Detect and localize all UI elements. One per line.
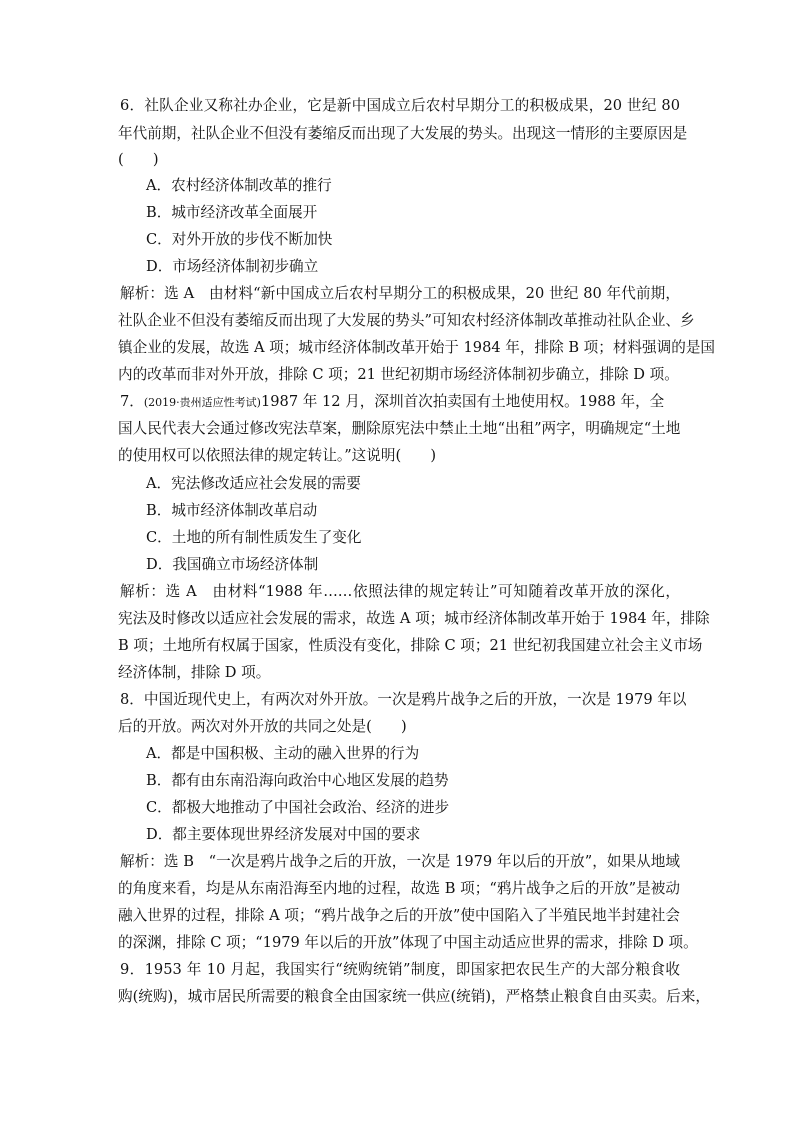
q8-option-b: B．都有由东南沿海向政治中心地区发展的趋势	[146, 772, 449, 789]
q8-option-c: C．都极大地推动了中国社会政治、经济的进步	[146, 799, 450, 816]
q6-stem-line-1: 6．社队企业又称社办企业，它是新中国成立后农村早期分工的积极成果，20 世纪 80	[120, 97, 680, 114]
q8-stem-line-2: 后的开放。两次对外开放的共同之处是( )	[118, 718, 407, 735]
q6-stem-line-2: 年代前期，社队企业不但没有萎缩反而出现了大发展的势头。出现这一情形的主要原因是	[118, 125, 688, 142]
q6-stem-line-3: ( )	[118, 151, 159, 168]
q7-stem-first: 1987 年 12 月，深圳首次拍卖国有土地使用权。1988 年，全	[260, 393, 665, 410]
q7-analysis-line-3: B 项；土地所有权属于国家，性质没有变化，排除 C 项；21 世纪初我国建立社会主义市场	[118, 637, 703, 654]
q8-stem-line-1: 8．中国近现代史上，有两次对外开放。一次是鸦片战争之后的开放，一次是 1979 年以	[120, 691, 687, 708]
q6-option-a: A．农村经济体制改革的推行	[146, 177, 332, 194]
q7-analysis-line-4: 经济体制，排除 D 项。	[118, 664, 271, 681]
q7-option-a: A．宪法修改适应社会发展的需要	[146, 475, 361, 492]
q6-option-c: C．对外开放的步伐不断加快	[146, 231, 333, 248]
q7-number: 7．	[120, 393, 144, 410]
q6-analysis-line-2: 社队企业不但没有萎缩反而出现了大发展的势头”可知农村经济体制改革推动社队企业、乡	[118, 312, 695, 329]
q7-option-c: C．土地的所有制性质发生了变化	[146, 529, 362, 546]
q8-analysis-line-4: 的深渊，排除 C 项；“1979 年以后的开放”体现了中国主动适应世界的需求，排除 D 项。	[118, 934, 698, 951]
q6-analysis-line-3: 镇企业的发展，故选 A 项；城市经济体制改革开始于 1984 年，排除 B 项；材料强调的是国	[118, 339, 716, 356]
q8-option-a: A．都是中国积极、主动的融入世界的行为	[146, 745, 420, 762]
q7-analysis-line-2: 宪法及时修改以适应社会发展的需求，故选 A 项；城市经济体制改革开始于 1984 年，排除	[118, 610, 710, 627]
q8-analysis-line-1: 解析：选 B “一次是鸦片战争之后的开放，一次是 1979 年以后的开放”，如果从地域	[120, 853, 680, 870]
q9-stem-line-1: 9．1953 年 10 月起，我国实行“统购统销”制度，即国家把农民生产的大部分粮食收	[120, 961, 680, 978]
q7-source: (2019·贵州适应性考试)	[143, 396, 261, 409]
q7-analysis-line-1: 解析：选 A 由材料“1988 年……依照法律的规定转让”可知随着改革开放的深化，	[120, 583, 680, 600]
q9-stem-line-2: 购(统购)，城市居民所需要的粮食全由国家统一供应(统销)，严格禁止粮食自由买卖。后来，	[118, 988, 710, 1005]
q6-option-b: B．城市经济改革全面展开	[146, 204, 318, 221]
q7-option-d: D．我国确立市场经济体制	[146, 556, 319, 573]
q8-analysis-line-2: 的角度来看，均是从东南沿海至内地的过程，故选 B 项；“鸦片战争之后的开放”是被动	[118, 880, 680, 897]
q6-analysis-line-1: 解析：选 A 由材料“新中国成立后农村早期分工的积极成果，20 世纪 80 年代前期，	[120, 285, 680, 302]
q7-option-b: B．城市经济体制改革启动	[146, 502, 318, 519]
q6-option-d: D．市场经济体制初步确立	[146, 258, 319, 275]
q8-analysis-line-3: 融入世界的过程，排除 A 项；“鸦片战争之后的开放”使中国陷入了半殖民地半封建社会	[118, 907, 680, 924]
q6-analysis-line-4: 内的改革而非对外开放，排除 C 项；21 世纪初期市场经济体制初步确立，排除 D 项。	[118, 366, 679, 383]
q8-option-d: D．都主要体现世界经济发展对中国的要求	[146, 826, 421, 843]
q7-stem-line-2: 国人民代表大会通过修改宪法草案，删除原宪法中禁止土地“出租”两字，明确规定“土地	[118, 420, 681, 437]
q7-stem-line-3: 的使用权可以依照法律的规定转让。”这说明( )	[118, 447, 437, 464]
q7-stem-line-1	[120, 392, 680, 413]
